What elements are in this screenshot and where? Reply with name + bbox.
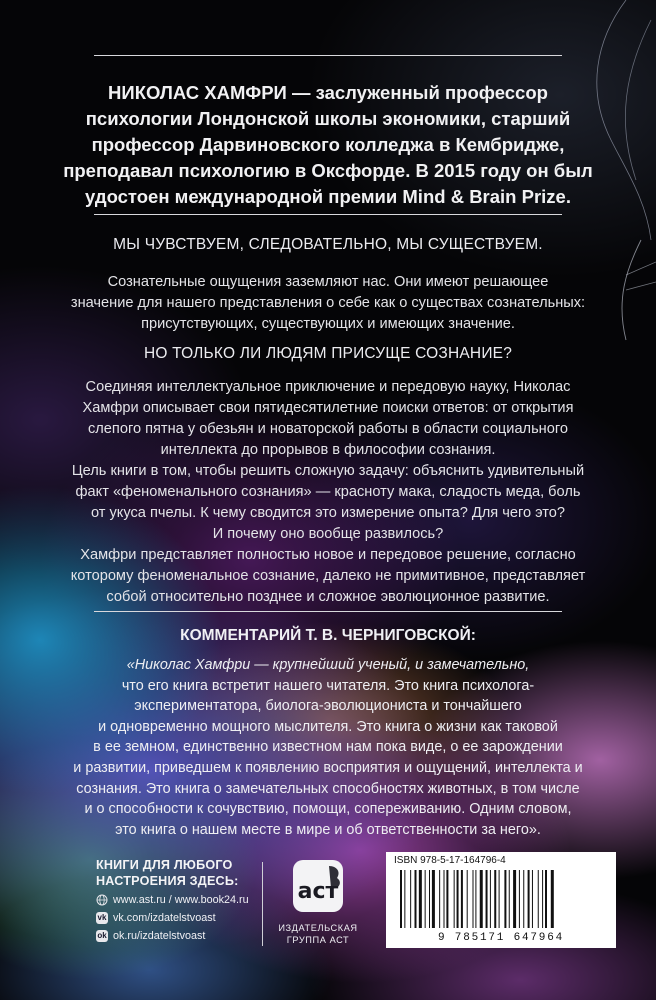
paragraph-line: Хамфри представляет полностью новое и передовое решение, согласно	[80, 547, 576, 563]
quote-line: в ее земном, единственно известном нам пока виде, о ее зарождении	[93, 739, 563, 756]
author-bio-line: психологии Лондонской школы экономики, старший	[85, 108, 571, 129]
svg-text:аст: аст	[297, 879, 339, 904]
link-text: vk.com/izdatelstvoast	[113, 912, 216, 924]
author-bio-line: НИКОЛАС ХАМФРИ — заслуженный профессор	[108, 82, 548, 103]
isbn-label: ISBN 978-5-17-164796-4	[394, 855, 506, 866]
publisher-caption-line: ГРУППА АСТ	[286, 934, 350, 945]
comment-title: КОММЕНТАРИЙ Т. В. ЧЕРНИГОВСКОЙ:	[180, 627, 476, 644]
paragraph-line: Цель книги в том, чтобы решить сложную задачу: объяснить удивительный	[71, 463, 585, 479]
author-bio-line: профессор Дарвиновского колледжа в Кембридже,	[91, 134, 565, 155]
paragraph-line: значение для нашего представления о себе как о существах сознательных:	[70, 295, 586, 311]
ok-icon: ok	[97, 931, 107, 940]
quote-line: сознания. Это книга о замечательных способностях животных, в том числе	[76, 780, 580, 797]
publisher-block	[272, 858, 364, 946]
paragraph-line: которому феноменальное сознание, далеко не примитивное, представляет	[70, 568, 586, 584]
author-bio-line: преподавал психологию в Оксфорде. В 2015 году он был	[63, 160, 593, 181]
link-text: ok.ru/izdatelstvoast	[113, 930, 206, 942]
quote-line: и о способности к сочувствию, помощи, сопереживанию. Одним словом,	[84, 801, 572, 818]
footer-divider	[262, 862, 263, 946]
paragraph-line: от укуса пчелы. К чему сводится это измерение опыта? Для чего это?	[90, 505, 566, 521]
website-link[interactable]	[96, 893, 276, 907]
question-heading: НО ТОЛЬКО ЛИ ЛЮДЯМ ПРИСУЩЕ СОЗНАНИЕ?	[143, 345, 513, 362]
top-divider	[94, 55, 562, 56]
description-paragraph	[30, 377, 626, 608]
paragraph-line: И почему оно вообще развилось?	[212, 526, 444, 542]
comment-divider	[94, 611, 562, 612]
isbn-barcode	[386, 852, 616, 948]
quote-line: экспериментатора, биолога-эволюциониста и тончайшего	[134, 698, 522, 715]
author-bio-line: удостоен международной премии Mind & Brain Prize.	[85, 186, 571, 207]
quote-line: это книга о нашем месте в мире и об ответственности за него».	[115, 821, 541, 838]
author-bio	[40, 80, 616, 210]
vk-icon: vk	[97, 913, 107, 922]
paragraph-line: присутствующих, существующих и имеющих значение.	[141, 316, 515, 332]
promo-title-line: КНИГИ ДЛЯ ЛЮБОГО	[96, 858, 233, 872]
bio-divider	[94, 214, 562, 215]
quote-line: «Николас Хамфри — крупнейший ученый, и замечательно,	[126, 657, 530, 673]
ok-link[interactable]	[96, 929, 276, 943]
paragraph-line: слепого пятна у обезьян и новаторской работы в области социального	[88, 421, 568, 437]
paragraph-line: собой относительно позднее и сложное эволюционное развитие.	[106, 589, 550, 605]
tagline-heading: МЫ ЧУВСТВУЕМ, СЛЕДОВАТЕЛЬНО, МЫ СУЩЕСТВУЕМ.	[113, 236, 543, 253]
link-text: www.ast.ru / www.book24.ru	[113, 894, 249, 906]
paragraph-line: факт «феноменального сознания» — красноту мака, сладость меда, боль	[75, 484, 581, 500]
quote-line: и одновременно мощного мыслителя. Это книга о жизни как таковой	[98, 718, 558, 735]
promo-block	[96, 858, 276, 943]
paragraph-line: Соединяя интеллектуальное приключение и передовую науку, Николас	[85, 379, 571, 395]
barcode-digits: 9 785171 647964	[437, 932, 565, 944]
vk-link[interactable]	[96, 911, 276, 925]
paragraph-line: Сознательные ощущения заземляют нас. Они имеют решающее	[107, 274, 549, 290]
globe-icon	[96, 894, 108, 906]
quote-line: и развитии, приведшем к появлению восприятия и ощущений, интеллекта и	[73, 759, 583, 776]
ast-logo	[291, 858, 345, 914]
barcode-bars	[386, 870, 616, 930]
promo-title-line: НАСТРОЕНИЯ ЗДЕСЬ:	[96, 873, 239, 888]
quote-line: что его книга встретит нашего читателя. Это книга психолога-	[121, 677, 535, 694]
paragraph-line: интеллекта до прорывов в философии сознания.	[160, 442, 496, 458]
publisher-caption-line: ИЗДАТЕЛЬСКАЯ	[278, 923, 358, 933]
paragraph-line: Хамфри описывает свои пятидесятилетние поиски ответов: от открытия	[82, 400, 574, 416]
endorsement-quote	[42, 655, 614, 840]
intro-paragraph	[30, 272, 626, 335]
